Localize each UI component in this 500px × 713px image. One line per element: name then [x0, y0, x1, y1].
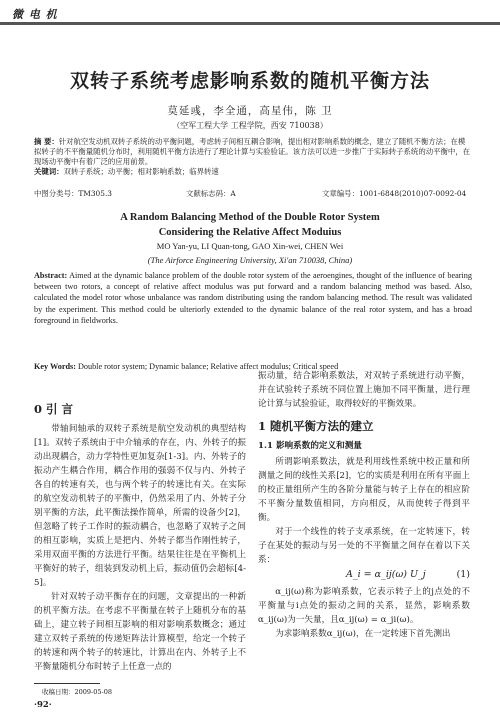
header-rule — [0, 22, 500, 25]
abstract-en — [34, 270, 472, 326]
affiliation-cn: （空军工程大学 工程学院，西安 710038） — [172, 121, 328, 130]
paper-title-en — [0, 210, 500, 240]
section-1-1-paragraph-3: α_ij(ω)称为影响系数，它表示转子上的j点处的不平衡量与i点处的振动之间的关系，显然，影响系数α_ij(ω)为一矢量，且α_ij(ω) = α_ji(ω)。 — [258, 587, 470, 625]
journal-name: 微 电 机 — [12, 8, 58, 21]
abstract-cn-text: 针对航空发动机双转子系统的动平衡问题，考虑转子间相互耦合影响，提出相对影响系数的概念，建立了随机不衡方法；在模拟转子的不平衡量随机分布时，利用随机平衡方法进行了理论计算与实验验证。该方法可以进一步推广于实际转子系统的动平衡中，在现场动平衡中有着广泛的应用前景。 — [34, 137, 471, 166]
section-1-1-paragraph-4: 为求影响系数α_ij(ω)，在一定转速下首先测出 — [275, 629, 451, 639]
equation-1-body: A_i = α_ij(ω) U_j — [346, 569, 426, 580]
abstract-en-label: Abstract: — [34, 271, 68, 280]
keywords-cn-text: 双转子系统；动平衡；相对影响系数；临界转速 — [63, 167, 219, 176]
affiliation-en: (The Airforce Engineering University, Xi'an 710038, China) — [147, 255, 353, 265]
page-number: ·92· — [34, 700, 52, 710]
section-0-heading: 0 引 言 — [34, 402, 74, 416]
document-code: 文献标志码：A — [186, 189, 236, 198]
equation-1 — [258, 567, 470, 585]
intro-continuation: 振动量，结合影响系数法，对双转子系统进行动平衡，并在试验转子系统不同位置上施加不同平衡量，进行理论计算与试验验证，取得较好的平衡效果。 — [258, 371, 470, 409]
intro-paragraph-2: 针对双转子动平衡存在的问题，文章提出的一种新的机平衡方法。在考虑不平衡量在转子上随机分布的基础上，建立转子间相互影响的相对影响系数概念；通过建立双转子系统的传递矩阵法计算模型，给定一个转子的转速和两个转子的转速比，计算出在内、外转子上不平衡量随机分布时转子上任意一点的 — [34, 592, 246, 672]
title-en-line1: A Random Balancing Method of the Double Rotor System — [120, 212, 380, 223]
article-number: 文章编号：1001-6848(2010)07-0092-04 — [322, 189, 467, 198]
paper-title-cn: 双转子系统考虑影响系数的随机平衡方法 — [69, 70, 430, 92]
equation-1-number: (1) — [456, 569, 470, 580]
abstract-cn — [34, 137, 472, 177]
abstract-en-text: Aimed at the dynamic balance problem of the double rotor system of the aeroengines, thought of the influence of bearing between two rotors, a concept of relative affect modulus was put forward and a random balancing method was based. Also, calculated the model rotor whose unbalance was random distributing using the random balancing method. The result was validated by the experiment. This method could be ulteriorly extended to the dynamic balance of the real rotor system, and has a broad foreground in fieldworks. — [34, 271, 472, 325]
section-1-1-heading: 1.1 影响系数的定义和测量 — [258, 441, 362, 451]
keywords-en-label: Key Words: — [34, 362, 76, 371]
authors-cn: 莫延彧，李全通，高星伟，陈 卫 — [167, 105, 333, 117]
abstract-cn-label: 摘 要： — [34, 137, 59, 146]
footnote-rule — [34, 683, 100, 684]
intro-paragraph-1: 带轴间轴承的双转子系统是航空发动机的典型结构[1]。双转子系统由于中介轴承的存在，内、外转子的振动出现耦合，动力学特性更加复杂[1-3]。内、外转子的振动产生耦合作用，耦合作用的强弱不仅与内、外转子各自的转速有关，也与两个转子的转速比有关。在实际的航空发动机转子的平衡中，仍然采用了内、外转子分别平衡的方法，此平衡法操作简单，所需的设备少[2]，但忽略了转子工作时的振动耦合，也忽略了双转子之间的相互影响，实质上是把内、外转子都当作刚性转子，采用双面平衡的方法进行平衡。结果往往是在平衡机上平衡好的转子，组装到发动机上后，振动值仍会超标[4-5]。 — [34, 424, 246, 588]
left-column — [34, 402, 246, 674]
keywords-cn-label: 关键词： — [34, 167, 64, 176]
keywords-en-text: Double rotor system; Dynamic balance; Relative affect modulus; Critical speed — [77, 362, 339, 371]
section-1-1-paragraph-2: 对于一个线性的转子支承系统，在一定转速下，转子在某处的振动与另一处的不平衡量之间存在着以下关系： — [258, 527, 470, 565]
section-1-1-paragraph-1: 所谓影响系数法，就是利用线性系统中校正量和所测量之间的线性关系[2]，它的实质是利用在所有平面上的校正量组所产生的各阶分量能与转子上存在的相应阶不平衡分量数值相同，方向相反，从而使转子得到平衡。 — [258, 457, 470, 523]
title-en-line2: Considering the Relative Affect Moduius — [158, 227, 342, 238]
received-date-footnote: 收稿日期：2009-05-08 — [42, 688, 112, 696]
authors-en: MO Yan-yu, LI Quan-tong, GAO Xin-wei, CHEN Wei — [156, 241, 344, 251]
right-column — [258, 369, 470, 641]
clc-number: 中图分类号：TM305.3 — [34, 189, 112, 198]
section-1-heading: 1 随机平衡方法的建立 — [258, 419, 374, 433]
